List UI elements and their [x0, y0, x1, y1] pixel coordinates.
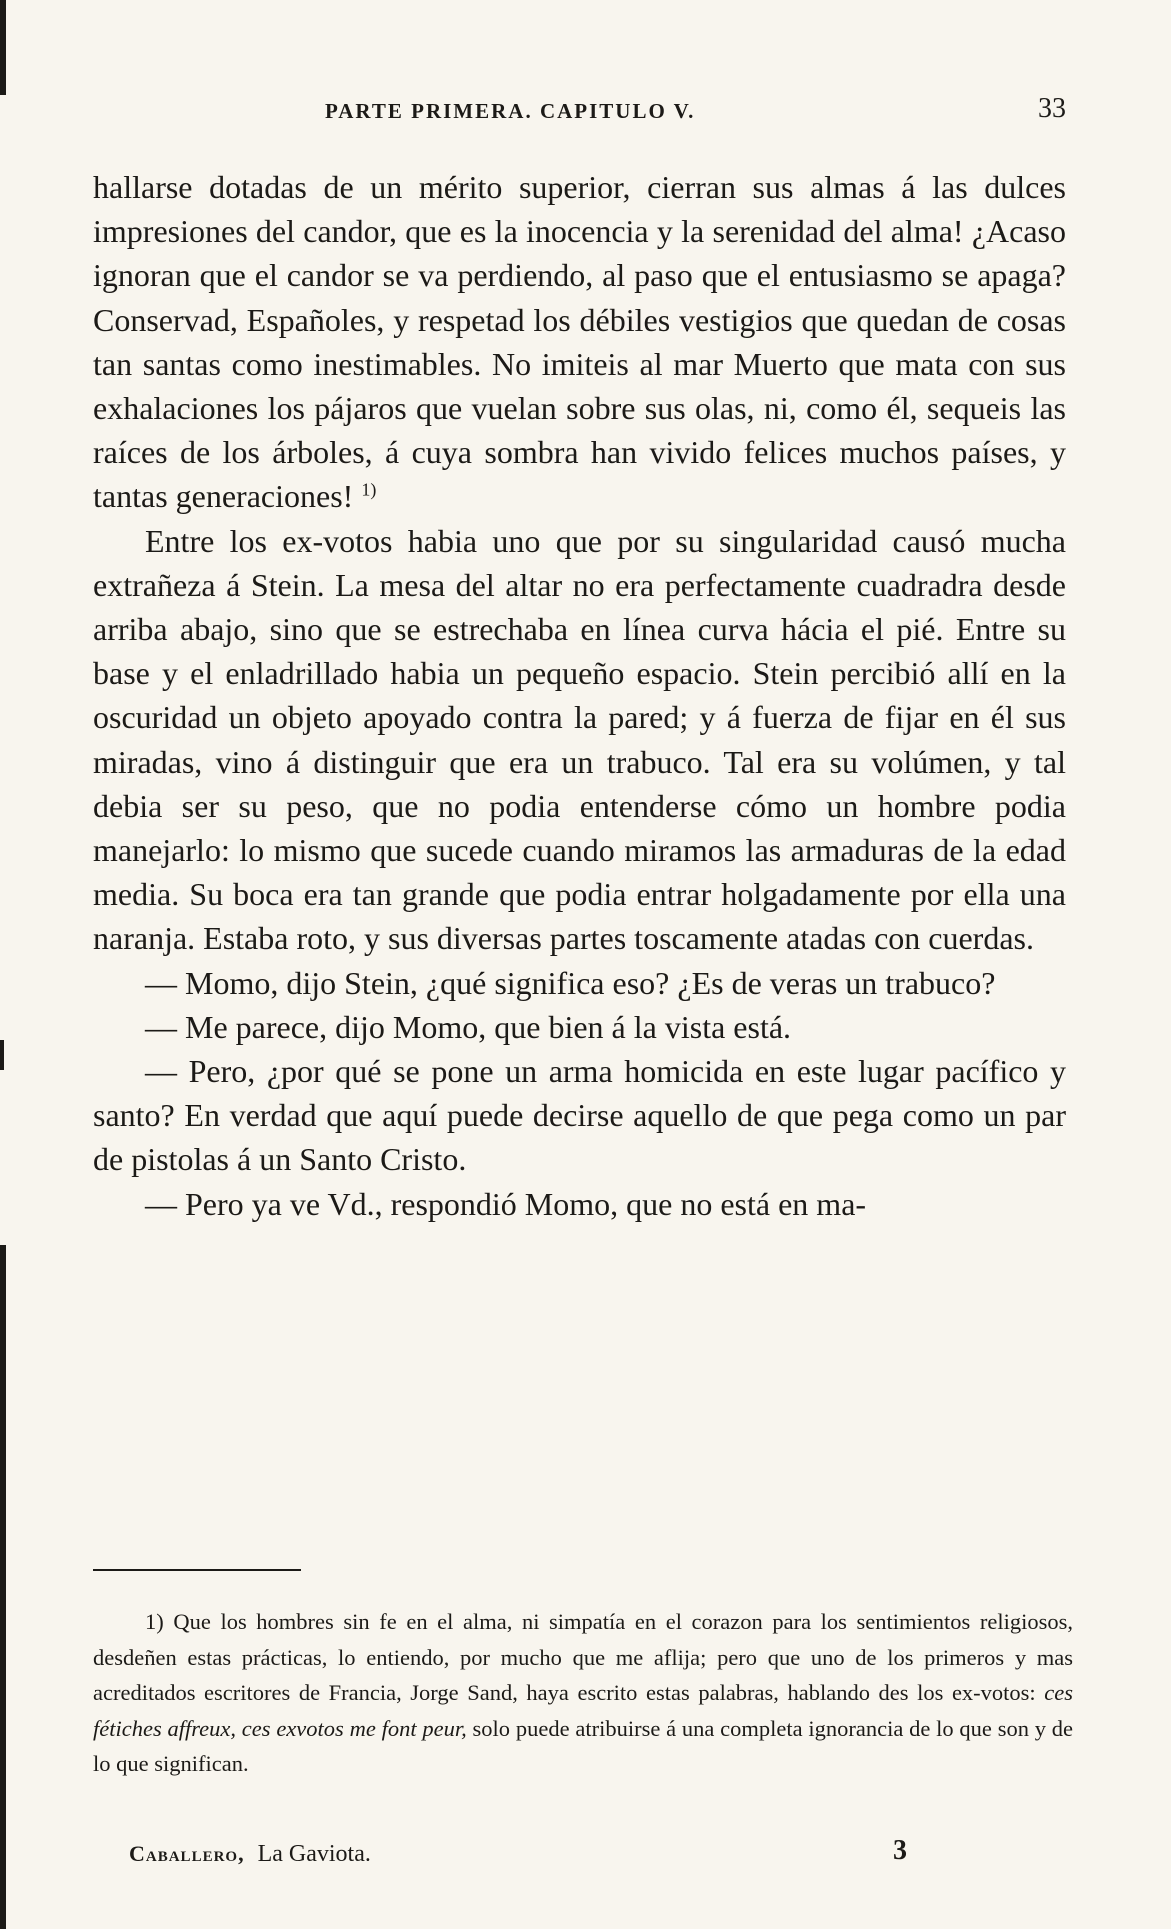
body-text — [93, 165, 1066, 1226]
paragraph-text: hallarse dotadas de un mérito superior, cierran sus almas á las dulces impresiones del candor, que es la inocencia y la serenidad del alma! ¿Acaso ignoran que el candor se va perdiendo, al paso que el entusiasmo se apaga? Conservad, Españoles, y respetad los débiles vestigios que quedan de cosas tan santas como inestimables. No imiteis al mar Muerto que mata con sus exhalaciones los pájaros que vuelan sobre sus olas, ni, como él, sequeis las raíces de los árboles, á cuya sombra han vivido felices muchos países, y tantas generaciones! — [93, 169, 1066, 515]
paragraph-ex-votos: Entre los ex-votos habia uno que por su singularidad causó mucha extrañeza á Stein. La mesa del altar no era perfectamente cuadradra desde arriba abajo, sino que se estrechaba en línea curva hácia el pié. Entre su base y el enladrillado habia un pequeño espacio. Stein percibió allí en la oscuridad un objeto apoyado contra la pared; y á fuerza de fijar en él sus miradas, vino á distinguir que era un trabuco. Tal era su volúmen, y tal debia ser su peso, que no podia entenderse cómo un hombre podia manejarlo: lo mismo que sucede cuando miramos las armaduras de la edad media. Su boca era tan grande que podia entrar holgadamente por ella una naranja. Estaba roto, y sus diversas partes toscamente atadas con cuerdas. — [93, 522, 1066, 957]
footer-book-title: La Gaviota. — [257, 1841, 371, 1867]
gutter-mark-bottom — [0, 1245, 6, 1929]
footnote — [93, 1604, 1073, 1782]
page-number: 33 — [1038, 93, 1066, 124]
paragraph-continuation — [93, 165, 1066, 519]
dialogue-line: — Pero ya ve Vd., respondió Momo, que no está en ma- — [145, 1185, 867, 1222]
gutter-mark-top — [0, 0, 6, 95]
page-footer — [93, 1835, 1066, 1869]
dialogue-line: — Momo, dijo Stein, ¿qué significa eso? ¿Es de veras un trabuco? — [145, 964, 996, 1001]
running-title: PARTE PRIMERA. CAPITULO V. — [325, 99, 696, 123]
dialogue-line: — Me parece, dijo Momo, que bien á la vista está. — [145, 1008, 792, 1045]
running-head — [93, 93, 1066, 129]
footnote-text: Que los hombres sin fe en el alma, ni simpatía en el corazon para los sentimientos religiosos, desdeñen estas prácticas, lo entiendo, por mucho que me aflija; pero que uno de los primeros y mas acreditados escritores de Francia, Jorge Sand, haya escrito estas palabras, hablando des los ex-votos: — [93, 1609, 1073, 1705]
signature-mark: 3 — [893, 1835, 907, 1866]
footer-author: Caballero, — [129, 1841, 245, 1866]
footnote-reference: 1) — [361, 479, 377, 500]
footnote-number: 1) — [145, 1609, 164, 1634]
footer-imprint — [129, 1841, 371, 1868]
gutter-mark-middle — [0, 1040, 4, 1070]
footnote-text-end: solo puede atribuirse á una completa ignorancia de lo que son y de lo que significan. — [93, 1715, 1073, 1776]
footnote-quote: ces fétiches affreux, ces exvotos me font peur, — [93, 1680, 1073, 1741]
footnote-divider — [93, 1569, 301, 1571]
dialogue-line: — Pero, ¿por qué se pone un arma homicida en este lugar pacífico y santo? En verdad que aquí puede decirse aquello de que pega como un par de pistolas á un Santo Cristo. — [93, 1053, 1066, 1178]
